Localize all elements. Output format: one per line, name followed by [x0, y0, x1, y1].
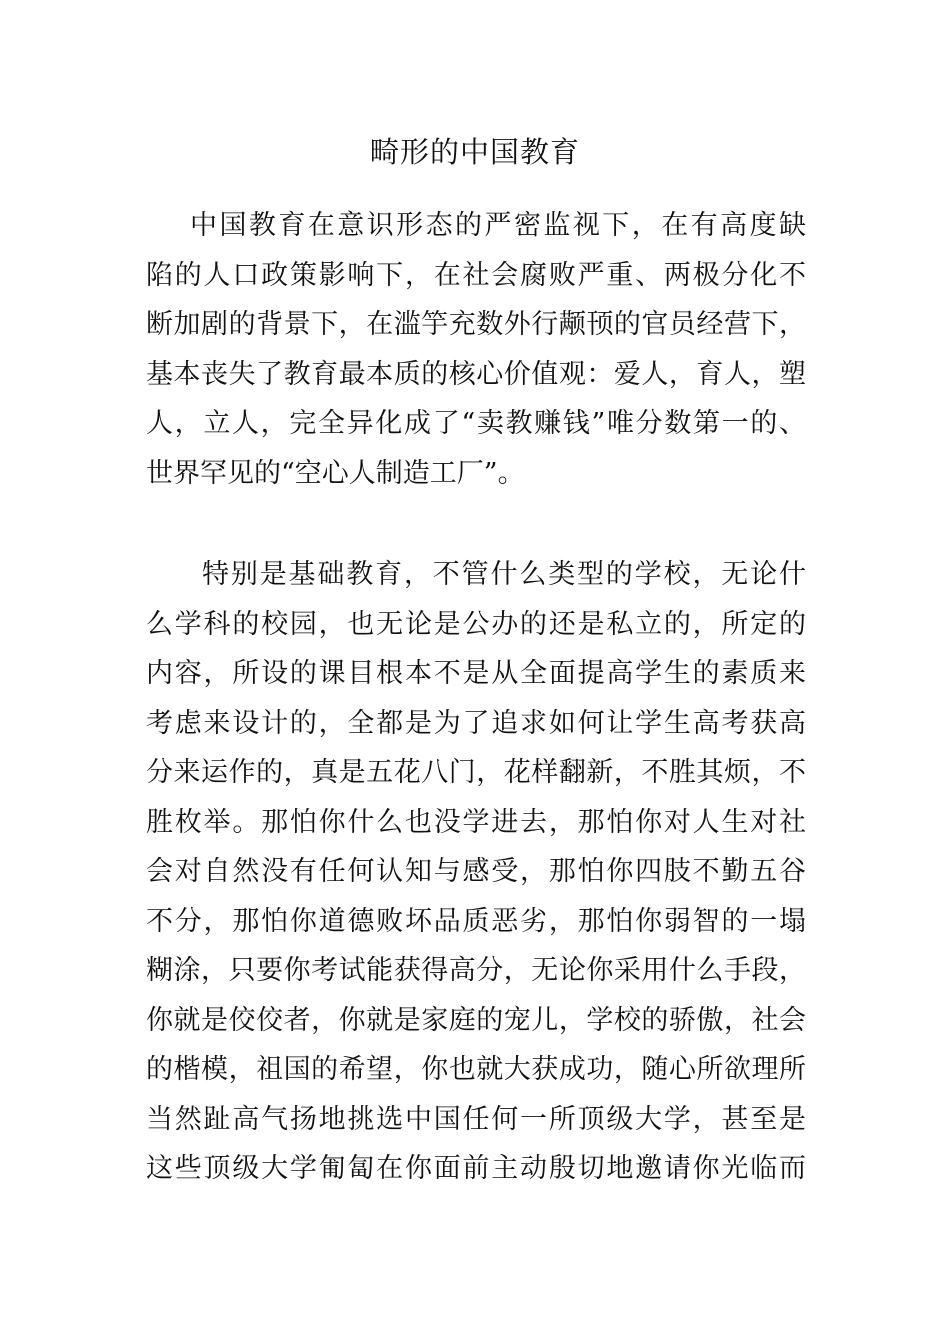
- paragraph-line: 人，立人，完全异化成了“卖教赚钱”唯分数第一的、: [146, 408, 806, 439]
- paragraph-line: 考虑来设计的，全都是为了追求如何让学生高考获高: [146, 707, 806, 739]
- paragraph-line: 分来运作的，真是五花八门，花样翻新，不胜其烦，不: [146, 757, 806, 788]
- document-title: 畸形的中国教育: [369, 135, 580, 169]
- paragraph-line: 陷的人口政策影响下，在社会腐败严重、两极分化不: [146, 259, 806, 291]
- paragraph-line: 当然趾高气扬地挑选中国任何一所顶级大学，甚至是: [146, 1103, 806, 1135]
- paragraph-line: 你就是佼佼者，你就是家庭的宠儿，学校的骄傲，社会: [146, 1004, 806, 1036]
- paragraph-2: [146, 550, 806, 1194]
- paragraph-1: [146, 201, 806, 498]
- paragraph-line: 内容，所设的课目根本不是从全面提高学生的素质来: [146, 658, 806, 689]
- paragraph-line: 这些顶级大学匍匐在你面前主动殷切地邀请你光临而: [146, 1153, 806, 1184]
- paragraph-line: 基本丧失了教育最本质的核心价值观：爱人，育人，塑: [146, 358, 806, 390]
- paragraph-line: 世界罕见的“空心人制造工厂”。: [146, 457, 525, 489]
- paragraph-line: 的楷模，祖国的希望，你也就大获成功，随心所欲理所: [146, 1054, 806, 1085]
- paragraph-line: 胜枚举。那怕你什么也没学进去，那怕你对人生对社: [146, 806, 806, 838]
- paragraph-line: 么学科的校园，也无论是公办的还是私立的，所定的: [146, 608, 806, 640]
- paragraph-line: 糊涂，只要你考试能获得高分，无论你采用什么手段，: [146, 955, 806, 986]
- paragraph-line: 中国教育在意识形态的严密监视下，在有高度缺: [190, 210, 806, 241]
- paragraph-line: 断加剧的背景下，在滥竽充数外行颟顸的官员经营下，: [146, 309, 806, 340]
- paragraph-line: 不分，那怕你道德败坏品质恶劣，那怕你弱智的一塌: [146, 905, 806, 937]
- paragraph-line: 会对自然没有任何认知与感受，那怕你四肢不勤五谷: [146, 856, 806, 887]
- paragraph-line: 特别是基础教育，不管什么类型的学校，无论什: [202, 559, 806, 590]
